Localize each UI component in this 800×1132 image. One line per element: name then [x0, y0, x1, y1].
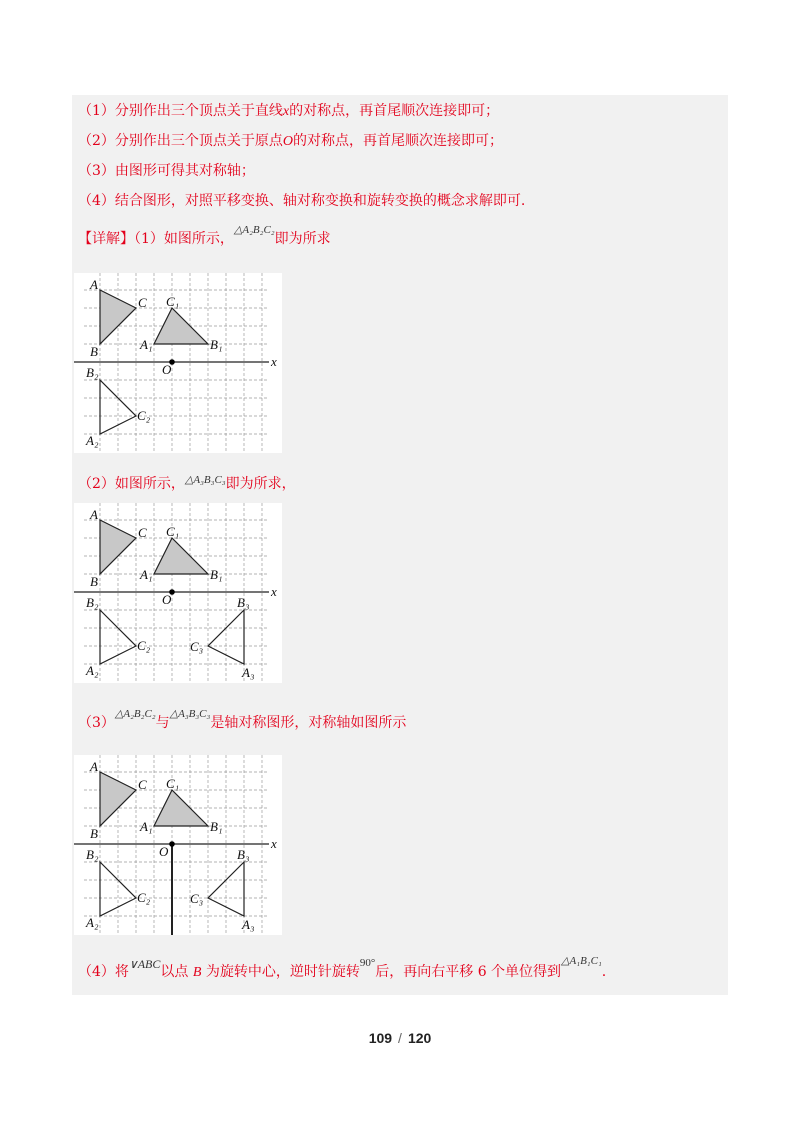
label-a2: A₂: [86, 663, 99, 678]
label-c1: C₁: [166, 524, 180, 539]
detail-4-lead: （4）将: [78, 964, 129, 980]
detail-4-angle: 90°: [359, 957, 376, 969]
detail-2-tail: 即为所求，: [225, 476, 296, 492]
label-a1: A₁: [140, 337, 153, 352]
page-number: 109: [368, 1030, 393, 1046]
detail-1-triangle: △A₂B₂C₂: [233, 224, 275, 236]
label-b: B: [90, 826, 98, 841]
detail-1: [78, 224, 331, 248]
label-o: O: [162, 592, 172, 607]
detail-3-triangle-b: △A₃B₃C₃: [169, 708, 211, 720]
detail-4-mid1: 以点: [160, 964, 189, 980]
detail-2: [78, 473, 296, 493]
label-c3: C₃: [190, 639, 204, 654]
label-c: C: [138, 525, 147, 540]
label-a: A: [90, 759, 98, 774]
label-b1: B₁: [210, 567, 223, 582]
label-o: O: [159, 844, 169, 859]
label-a2: A₂: [86, 433, 99, 448]
label-c3: C₃: [190, 891, 204, 906]
page-footer: [0, 1030, 800, 1046]
origin-point: [169, 841, 175, 847]
label-b1: B₁: [210, 337, 223, 352]
step-2-var: O: [282, 134, 294, 149]
figure-2: [74, 503, 282, 683]
detail-3-tail: 是轴对称图形，对称轴如图所示: [210, 715, 407, 731]
step-1-lead: （1）分别作出三个顶点关于直线: [78, 103, 283, 119]
label-c1: C₁: [166, 776, 180, 791]
detail-tag: 【详解】: [78, 231, 134, 247]
label-c: C: [138, 295, 147, 310]
label-x: x: [271, 584, 277, 599]
detail-4-mid3: 后，再向右平移 6 个单位得到: [375, 964, 562, 980]
label-a3: A₃: [242, 917, 255, 932]
step-2: [78, 130, 503, 150]
label-x: x: [271, 354, 277, 369]
step-2-lead: （2）分别作出三个顶点关于原点: [78, 133, 283, 149]
label-b3: B₃: [237, 595, 250, 610]
detail-2-lead: （2）如图所示，: [78, 476, 185, 492]
detail-2-triangle: △A₃B₃C₃: [184, 474, 226, 486]
label-c2: C₂: [137, 638, 151, 653]
label-a: A: [90, 277, 98, 292]
detail-3: [78, 708, 407, 732]
detail-1-tail: 即为所求: [274, 231, 331, 247]
step-2-tail: 的对称点，再首尾顺次连接即可；: [293, 133, 504, 149]
step-4: （4）结合图形，对照平移变换、轴对称变换和旋转变换的概念求解即可.: [78, 193, 526, 209]
label-b2: B₂: [86, 365, 99, 380]
label-c: C: [138, 777, 147, 792]
detail-4: [78, 955, 607, 981]
label-b2: B₂: [86, 847, 99, 862]
detail-1-lead: （1）如图所示，: [134, 231, 234, 247]
label-b2: B₂: [86, 595, 99, 610]
step-1-var: x: [282, 104, 290, 119]
page-total: 120: [407, 1030, 432, 1046]
detail-4-mid2: 为旋转中心，逆时针旋转: [205, 964, 360, 980]
figure-1: [74, 273, 282, 453]
label-a3: A₃: [242, 665, 255, 680]
label-a1: A₁: [140, 567, 153, 582]
detail-4-end: .: [601, 964, 607, 980]
figure-1-svg: [74, 273, 282, 453]
step-1: [78, 100, 499, 120]
label-a1: A₁: [140, 819, 153, 834]
figure-3: [74, 755, 282, 935]
detail-3-mid: 与: [155, 715, 170, 731]
label-a2: A₂: [86, 915, 99, 930]
page-separator: /: [398, 1030, 402, 1046]
label-b: B: [90, 574, 98, 589]
step-1-tail: 的对称点，再首尾顺次连接即可；: [289, 103, 500, 119]
label-b1: B₁: [210, 819, 223, 834]
figure-2-svg: [74, 503, 282, 683]
label-b: B: [90, 344, 98, 359]
step-3: （3）由图形可得其对称轴；: [78, 163, 255, 179]
label-c2: C₂: [137, 408, 151, 423]
label-b3: B₃: [237, 847, 250, 862]
detail-3-triangle-a: △A₂B₂C₂: [114, 708, 156, 720]
label-x: x: [271, 836, 277, 851]
label-a: A: [90, 507, 98, 522]
label-o: O: [162, 362, 172, 377]
detail-3-lead: （3）: [78, 715, 115, 731]
detail-4-triangle: ∨ABC: [128, 957, 161, 971]
figure-3-svg: [74, 755, 282, 935]
detail-4-var: B: [192, 965, 202, 980]
label-c1: C₁: [166, 294, 180, 309]
detail-4-result: △A₁B₁C₁: [561, 955, 602, 967]
label-c2: C₂: [137, 890, 151, 905]
